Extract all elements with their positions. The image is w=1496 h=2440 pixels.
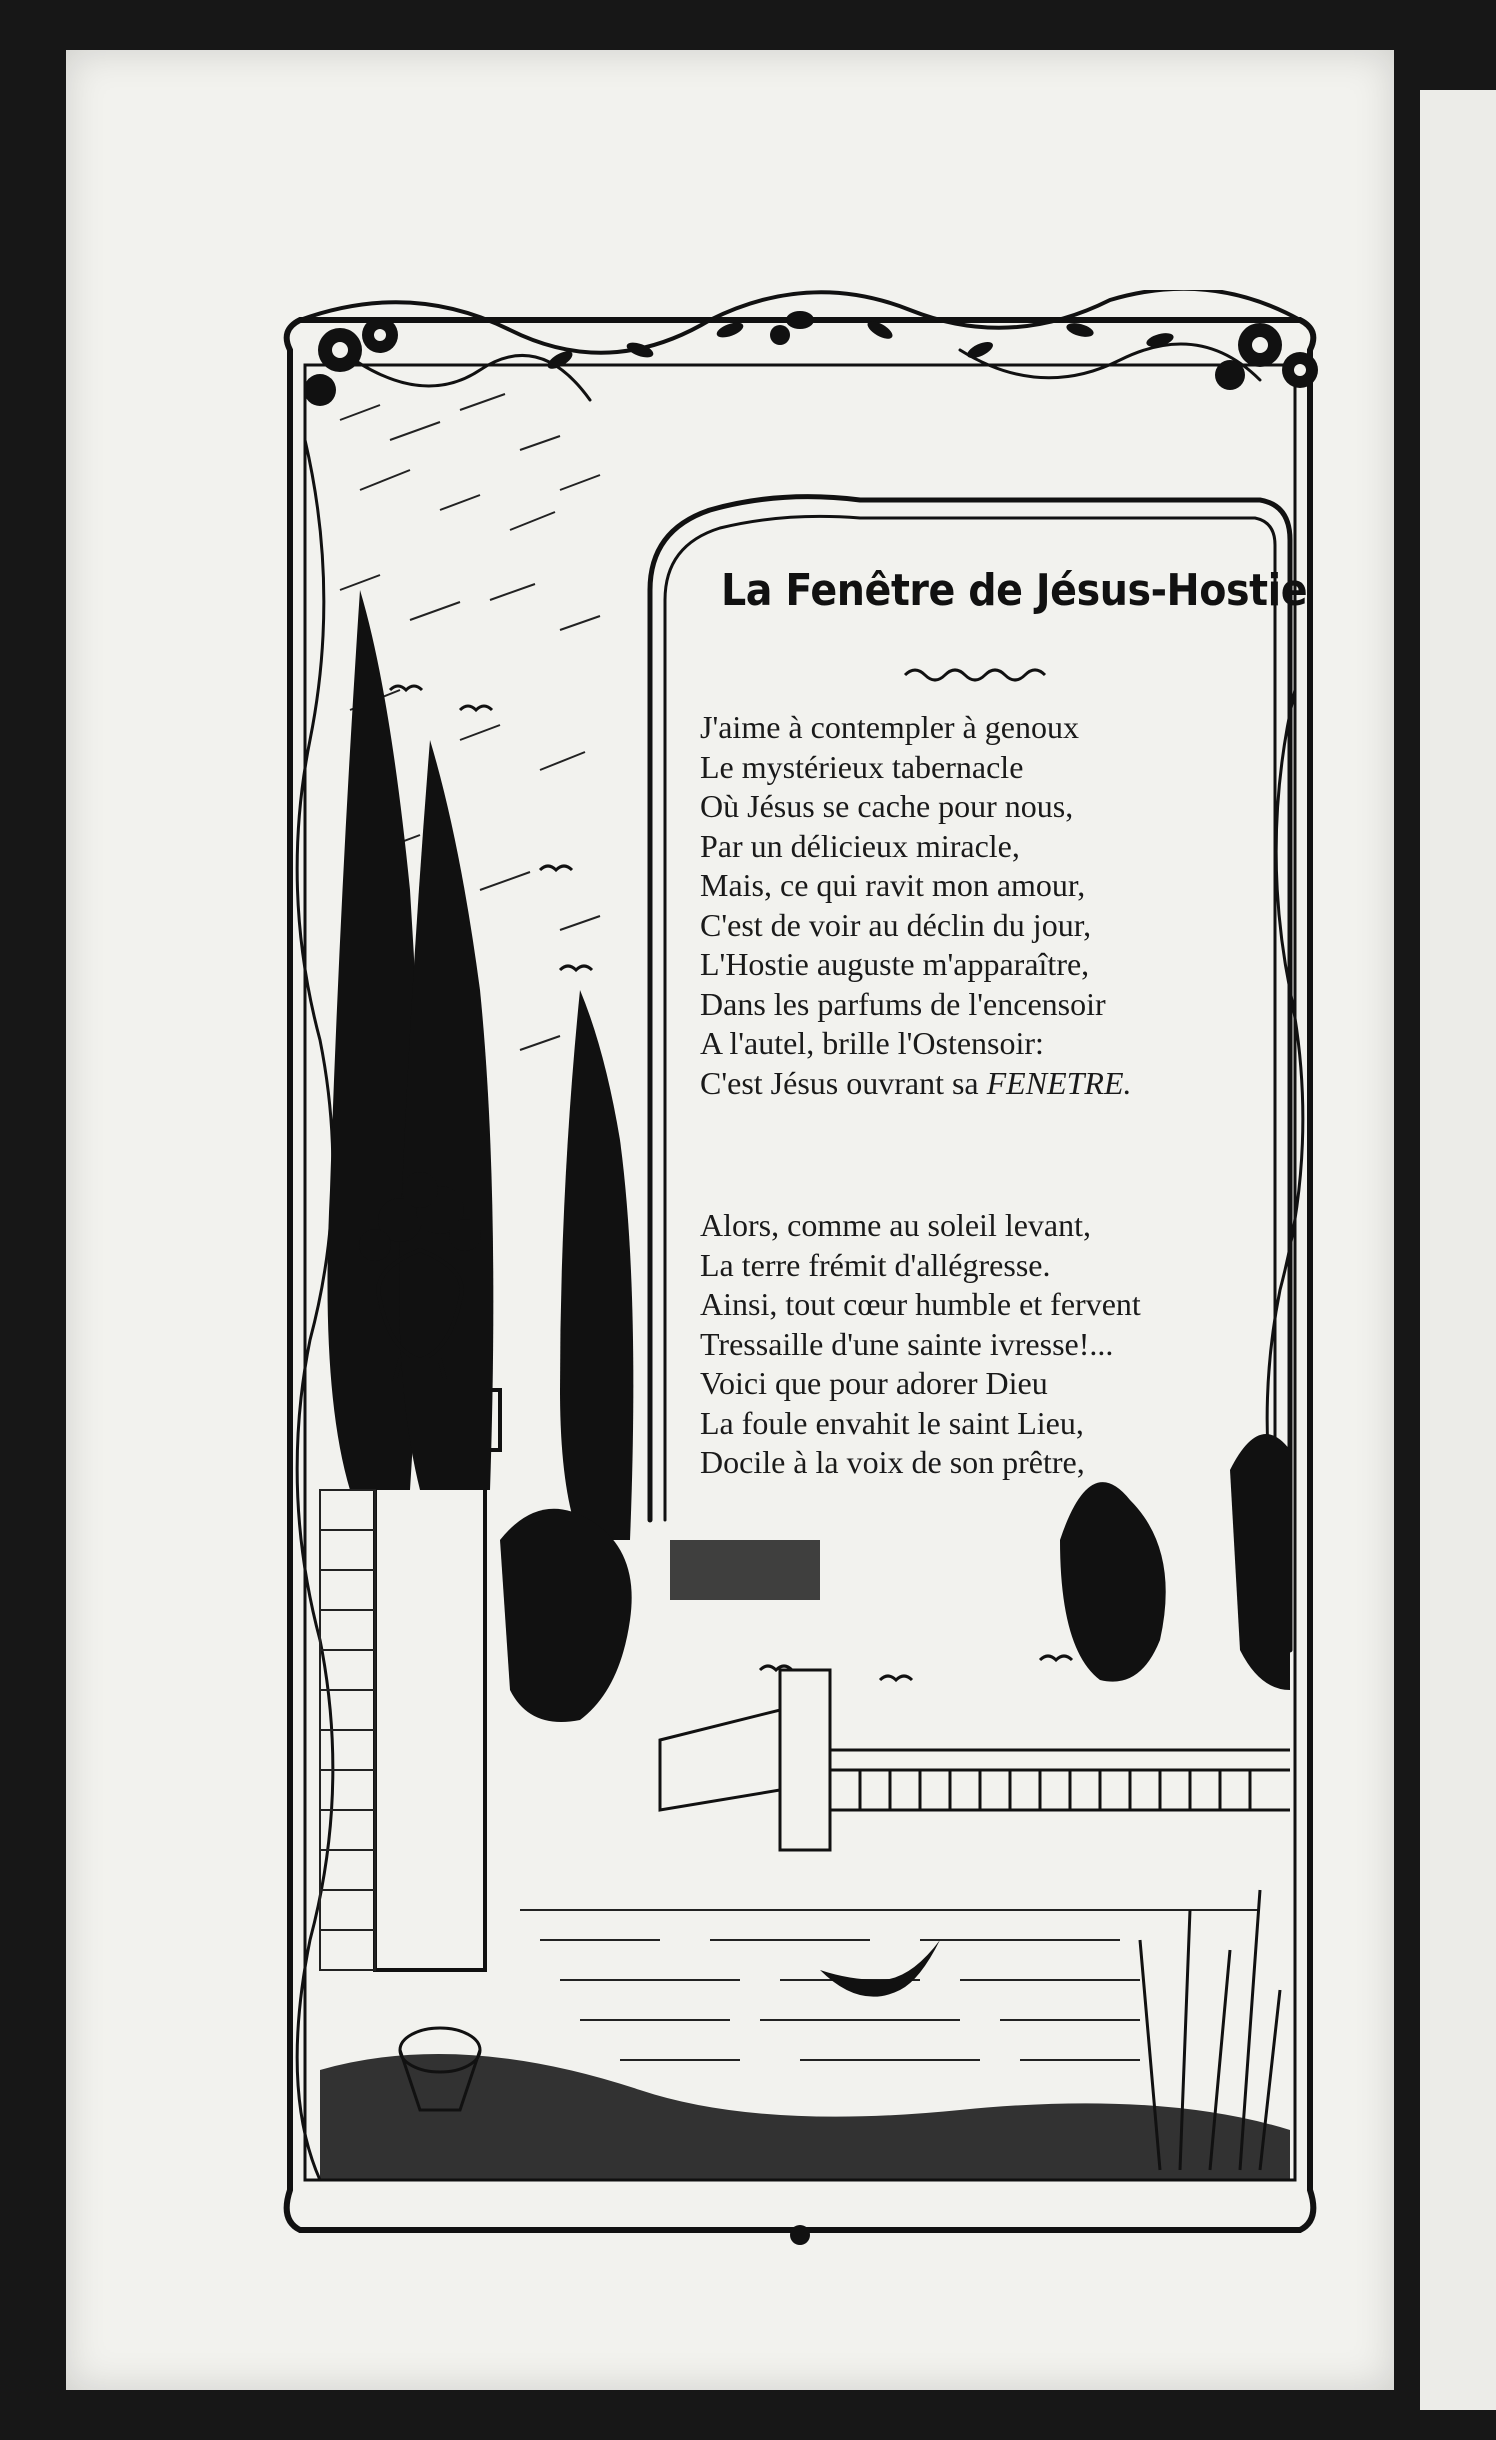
poem-line-prefix: C'est Jésus ouvrant sa bbox=[700, 1064, 987, 1101]
poem-line: La foule envahit le saint Lieu, bbox=[700, 1404, 1084, 1441]
poem-line-emphasis: FENETRE. bbox=[986, 1064, 1132, 1101]
poem-line: C'est de voir au déclin du jour, bbox=[700, 906, 1092, 943]
poem-line: Mais, ce qui ravit mon amour, bbox=[700, 867, 1086, 903]
poem-line: Ainsi, tout cœur humble et fervent bbox=[700, 1286, 1141, 1322]
stanza-2 bbox=[700, 1206, 1340, 1483]
poem-line: L'Hostie auguste m'apparaître, bbox=[700, 946, 1090, 982]
page-right-edge bbox=[1420, 90, 1496, 2410]
poem-line: Où Jésus se cache pour nous, bbox=[700, 788, 1074, 824]
poem-line: J'aime à contempler à genoux bbox=[700, 709, 1079, 745]
poem-title: La Fenêtre de Jésus-Hostie bbox=[721, 565, 1308, 616]
poem-line: Dans les parfums de l'encensoir bbox=[700, 985, 1106, 1022]
stanza-1 bbox=[700, 708, 1340, 1103]
poem-line: A l'autel, brille l'Ostensoir: bbox=[700, 1025, 1044, 1061]
poem-line: Tressaille d'une sainte ivresse!... bbox=[700, 1325, 1114, 1362]
poem-line: La terre frémit d'allégresse. bbox=[700, 1246, 1051, 1283]
poem-line-last bbox=[700, 1064, 1340, 1104]
poem-line: Docile à la voix de son prêtre, bbox=[700, 1444, 1085, 1480]
title-ornament bbox=[900, 660, 1060, 690]
poem-line: Voici que pour adorer Dieu bbox=[700, 1365, 1048, 1401]
poem-line: Alors, comme au soleil levant, bbox=[700, 1207, 1092, 1243]
poem-line: Le mystérieux tabernacle bbox=[700, 748, 1024, 785]
poem-line: Par un délicieux miracle, bbox=[700, 827, 1020, 864]
